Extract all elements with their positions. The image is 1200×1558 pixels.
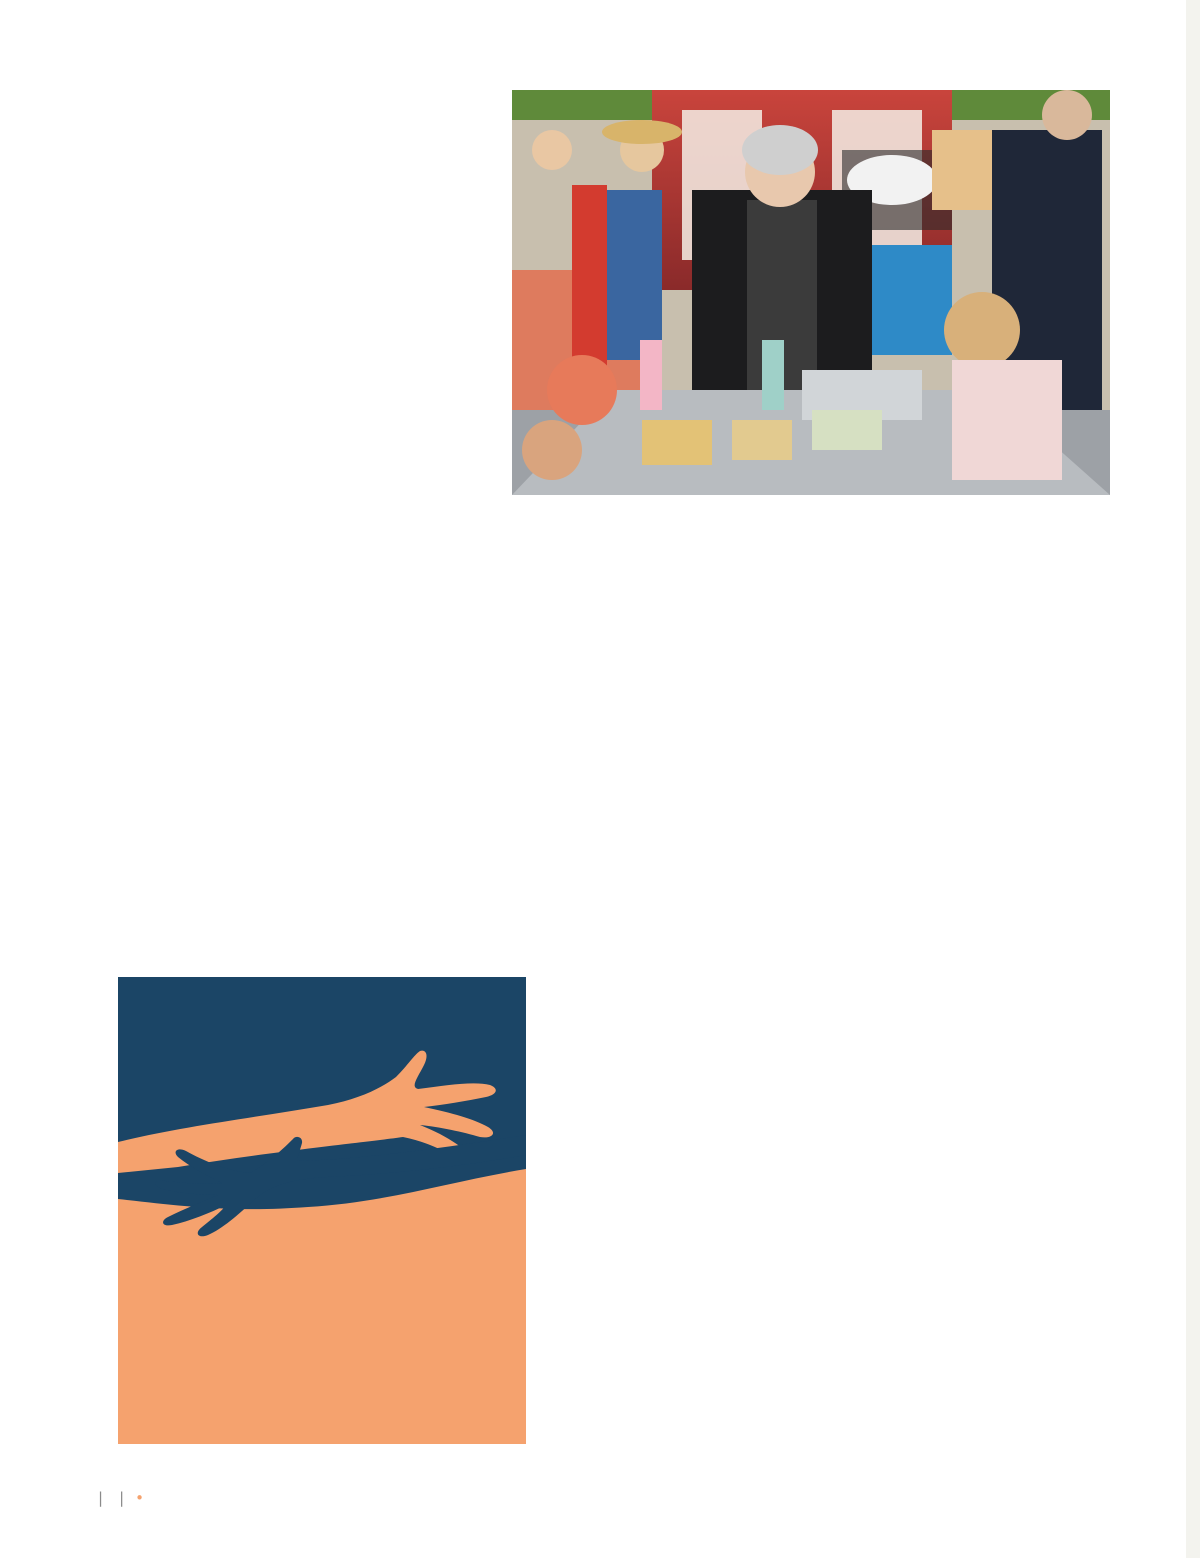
at-a-glance-box <box>118 977 526 1444</box>
photo-illustration <box>512 90 1110 495</box>
bullet-icon: • <box>135 1489 144 1507</box>
footer-divider: | <box>119 1489 125 1507</box>
page-footer <box>90 1489 147 1507</box>
article-photo <box>512 90 1110 495</box>
footer-divider: | <box>98 1489 104 1507</box>
hands-illustration <box>118 977 526 1444</box>
page-edge <box>1186 0 1200 1558</box>
